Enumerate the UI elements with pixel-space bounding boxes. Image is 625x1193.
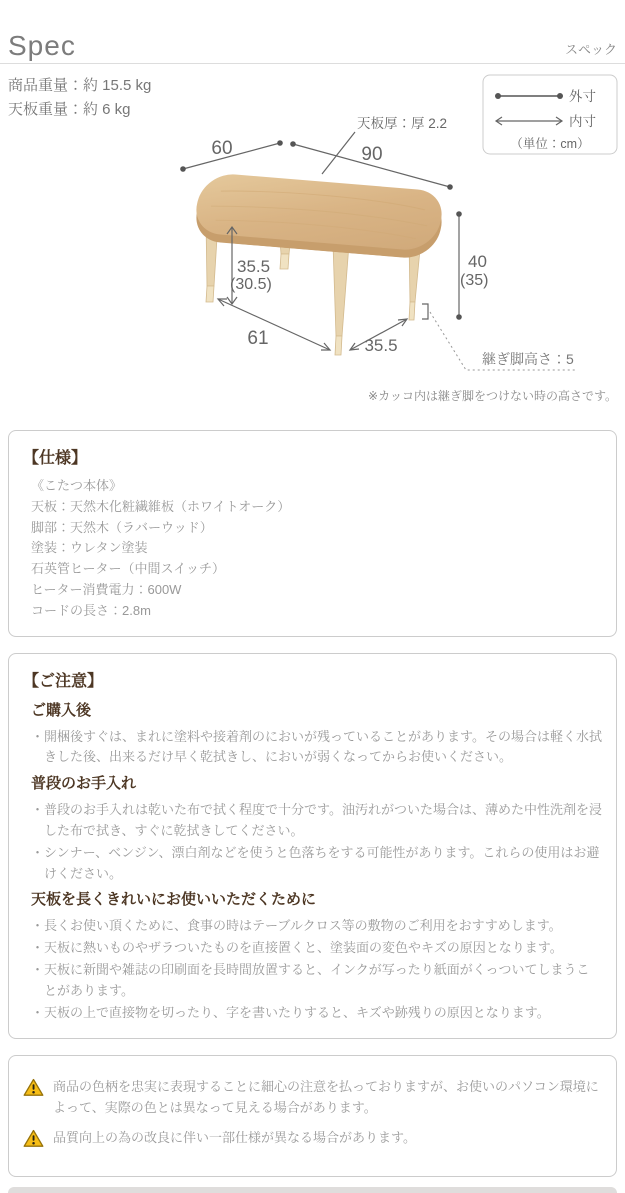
unit-label: （単位：cm） [510, 137, 590, 151]
warning-item [23, 1077, 602, 1119]
top-thickness-label: 天板厚：厚 2.2 [357, 116, 448, 131]
warning-text: 品質向上の為の改良に伴い一部仕様が異なる場合があります。 [53, 1129, 416, 1145]
page-title: Spec [8, 30, 76, 61]
page-subtitle: スペック [564, 42, 617, 57]
notice-bullet: ・長くお使い頂くために、食事の時はテーブルクロス等の敷物のご利用をおすすめします。 [31, 918, 562, 934]
spec-box-title: 【仕様】 [23, 450, 88, 467]
notice-section-heading: 普段のお手入れ [31, 775, 137, 793]
leg-span-long-value: 61 [247, 328, 269, 349]
notice-box [8, 653, 617, 1040]
notice-section-heading: 天板を長くきれいにお使いいただくために [31, 891, 317, 909]
notice-section-tabletop-care [31, 888, 602, 1023]
notice-section-heading: ご購入後 [31, 701, 92, 719]
warning-item [23, 1128, 602, 1153]
dimension-height [456, 211, 488, 320]
notice-bullet: ・天板の上で直接物を切ったり、字を書いたりすると、キズや跡残りの原因となります。 [31, 1004, 550, 1020]
notice-section-daily-care [31, 772, 602, 884]
extension-leg-label: 継ぎ脚高さ：5 [482, 351, 574, 367]
spec-header [0, 0, 625, 64]
spec-line: 塗装：ウレタン塗装 [31, 540, 148, 556]
kotatsu-table-illustration [190, 172, 448, 355]
spec-line: 《こたつ本体》 [31, 478, 123, 493]
spec-line: 石英管ヒーター（中間スイッチ） [31, 561, 225, 577]
top-thickness-callout [322, 115, 447, 174]
product-weight: 商品重量：約 15.5 kg [8, 77, 152, 94]
height-value: 40 [468, 252, 487, 271]
dimension-leg-span-long [218, 299, 330, 350]
warning-text: 商品の色柄を忠実に表現することに細心の注意を払っておりますが、お使いのパソコン環境によって、実際の色とは異なって見える場合があります。 [53, 1079, 599, 1116]
depth-value: 60 [211, 138, 233, 159]
spec-line: ヒーター消費電力：600W [31, 581, 182, 597]
spec-box [8, 430, 617, 637]
diagram-note: ※カッコ内は継ぎ脚をつけない時の高さです。 [368, 389, 617, 403]
extension-leg-callout [422, 304, 577, 370]
outer-dimension-label: 外寸 [569, 89, 596, 104]
warning-triangle-icon [23, 1077, 44, 1102]
next-section-divider [8, 1187, 617, 1193]
notice-bullet: ・天板に新聞や雑誌の印刷面を長時間放置すると、インクが写ったり紙面がくっついてしまうことがあります。 [31, 961, 590, 998]
notice-bullet: ・普段のお手入れは乾いた布で拭く程度で十分です。油汚れがついた場合は、薄めた中性洗剤を浸した布で拭き、すぐに乾拭きしてください。 [31, 802, 602, 838]
notice-bullet: ・シンナー、ベンジン、漂白剤などを使うと色落ちをする可能性があります。これらの使用はお避けください。 [31, 844, 600, 881]
under-height-value: 35.5 [237, 257, 271, 276]
under-height-paren-value: (30.5) [230, 276, 272, 293]
dimension-leg-span-short [350, 319, 407, 355]
notice-box-content [31, 699, 602, 1024]
notice-box-title: 【ご注意】 [23, 672, 104, 690]
warning-triangle-icon [23, 1128, 44, 1153]
spec-line: コードの長さ：2.8m [31, 602, 151, 618]
spec-line: 脚部：天然木（ラバーウッド） [31, 519, 213, 535]
leg-span-short-value: 35.5 [364, 336, 398, 355]
spec-line: 天板：天然木化粧繊維板（ホワイトオーク） [31, 498, 291, 514]
table-dimension-illustration [0, 64, 625, 414]
notice-bullet: ・開梱後すぐは、まれに塗料や接着剤のにおいが残っていることがあります。その場合は軽く水拭きした後、出来るだけ早く乾拭きし、においが弱くなってからお使いください。 [31, 728, 602, 765]
dimension-diagram [0, 64, 625, 414]
notice-section-after-purchase [31, 699, 602, 769]
warning-box [8, 1055, 617, 1177]
notice-bullet: ・天板に熱いものやザラついたものを直接置くと、塗装面の変色やキズの原因となります。 [31, 940, 563, 956]
top-panel-weight: 天板重量：約 6 kg [8, 101, 131, 118]
height-paren-value: (35) [460, 272, 489, 289]
inner-dimension-label: 内寸 [569, 114, 596, 129]
spec-box-content [31, 476, 602, 622]
dimension-legend [483, 75, 617, 154]
dimension-depth [180, 138, 283, 172]
width-value: 90 [361, 144, 383, 165]
